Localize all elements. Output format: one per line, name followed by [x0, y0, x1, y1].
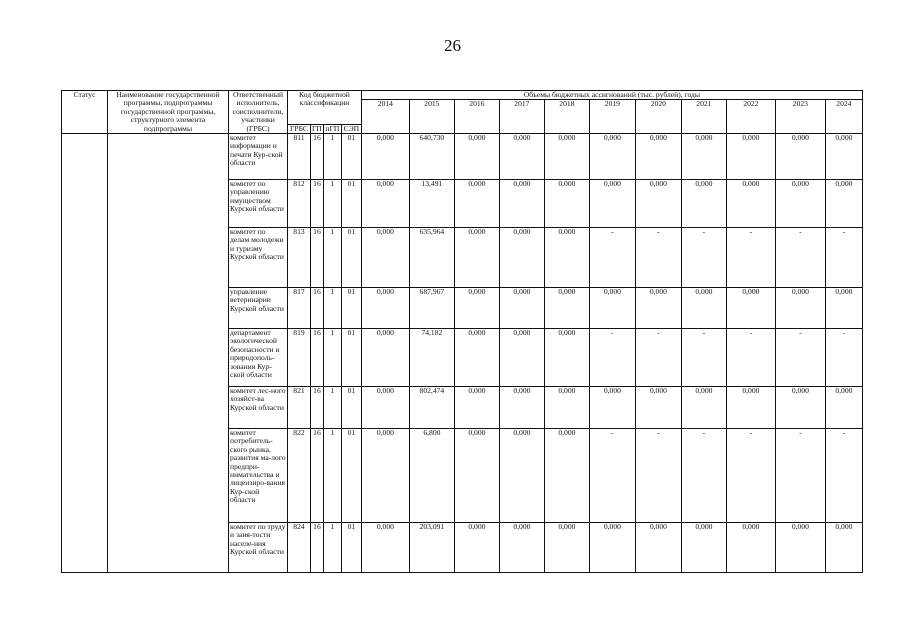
pgp-cell: 1 — [323, 429, 341, 523]
header-program-name: Наименование государственной программы, подпрограммы государственной программы, структурного элемента подпрограммы — [108, 91, 229, 134]
value-cell-2021: - — [681, 329, 726, 387]
value-cell-2022: 0,000 — [726, 288, 775, 329]
value-cell-2020: - — [635, 329, 681, 387]
value-cell-2015: 640,730 — [409, 134, 454, 180]
value-cell-2021: 0,000 — [681, 180, 726, 228]
pgp-cell: 1 — [323, 329, 341, 387]
value-cell-2020: - — [635, 228, 681, 288]
grbs-cell: 812 — [288, 180, 311, 228]
header-year-2023: 2023 — [775, 100, 825, 134]
sep-cell: 01 — [341, 134, 361, 180]
value-cell-2021: 0,000 — [681, 387, 726, 429]
value-cell-2024: 0,000 — [825, 523, 862, 573]
gp-cell: 16 — [311, 228, 324, 288]
grbs-cell: 811 — [288, 134, 311, 180]
value-cell-2021: - — [681, 429, 726, 523]
pgp-cell: 1 — [323, 228, 341, 288]
header-year-2024: 2024 — [825, 100, 862, 134]
executor-cell: департамент экологической безопасности и природополь-зования Кур-ской области — [229, 329, 288, 387]
value-cell-2023: - — [775, 228, 825, 288]
header-budget-code: Код бюджетной классификации — [288, 91, 362, 125]
value-cell-2021: 0,000 — [681, 288, 726, 329]
value-cell-2016: 0,000 — [454, 134, 499, 180]
header-volumes: Объемы бюджетных ассигнований (тыс. рублей), годы — [361, 91, 862, 100]
grbs-cell: 817 — [288, 288, 311, 329]
program-name-cell — [108, 134, 229, 573]
pgp-cell: 1 — [323, 288, 341, 329]
header-year-2017: 2017 — [499, 100, 544, 134]
value-cell-2022: - — [726, 329, 775, 387]
value-cell-2022: 0,000 — [726, 180, 775, 228]
value-cell-2015: 6,800 — [409, 429, 454, 523]
value-cell-2016: 0,000 — [454, 180, 499, 228]
header-status: Статус — [62, 91, 108, 134]
value-cell-2022: 0,000 — [726, 387, 775, 429]
value-cell-2023: 0,000 — [775, 523, 825, 573]
value-cell-2017: 0,000 — [499, 288, 544, 329]
gp-cell: 16 — [311, 134, 324, 180]
value-cell-2018: 0,000 — [544, 228, 589, 288]
header-code-pgp: пГП — [323, 124, 341, 133]
value-cell-2016: 0,000 — [454, 228, 499, 288]
gp-cell: 16 — [311, 180, 324, 228]
value-cell-2024: 0,000 — [825, 180, 862, 228]
value-cell-2022: 0,000 — [726, 523, 775, 573]
value-cell-2015: 203,091 — [409, 523, 454, 573]
sep-cell: 01 — [341, 228, 361, 288]
header-code-sep: СЭП — [341, 124, 361, 133]
value-cell-2020: 0,000 — [635, 523, 681, 573]
page-number: 26 — [444, 36, 461, 55]
table-row — [62, 134, 863, 180]
value-cell-2024: - — [825, 429, 862, 523]
value-cell-2024: - — [825, 228, 862, 288]
value-cell-2020: 0,000 — [635, 387, 681, 429]
value-cell-2023: 0,000 — [775, 180, 825, 228]
value-cell-2019: 0,000 — [589, 387, 635, 429]
grbs-cell: 822 — [288, 429, 311, 523]
value-cell-2016: 0,000 — [454, 429, 499, 523]
executor-cell: комитет информации и печати Кур-ской области — [229, 134, 288, 180]
value-cell-2024: 0,000 — [825, 288, 862, 329]
value-cell-2023: - — [775, 329, 825, 387]
value-cell-2021: 0,000 — [681, 134, 726, 180]
header-year-2019: 2019 — [589, 100, 635, 134]
header-year-2015: 2015 — [409, 100, 454, 134]
value-cell-2024: - — [825, 329, 862, 387]
gp-cell: 16 — [311, 429, 324, 523]
value-cell-2023: 0,000 — [775, 387, 825, 429]
header-year-2014: 2014 — [361, 100, 409, 134]
value-cell-2017: 0,000 — [499, 429, 544, 523]
value-cell-2016: 0,000 — [454, 523, 499, 573]
sep-cell: 01 — [341, 329, 361, 387]
header-year-2016: 2016 — [454, 100, 499, 134]
sep-cell: 01 — [341, 429, 361, 523]
value-cell-2021: - — [681, 228, 726, 288]
grbs-cell: 824 — [288, 523, 311, 573]
value-cell-2017: 0,000 — [499, 387, 544, 429]
value-cell-2024: 0,000 — [825, 387, 862, 429]
value-cell-2022: - — [726, 228, 775, 288]
value-cell-2017: 0,000 — [499, 180, 544, 228]
value-cell-2020: 0,000 — [635, 288, 681, 329]
gp-cell: 16 — [311, 288, 324, 329]
value-cell-2014: 0,000 — [361, 228, 409, 288]
value-cell-2019: - — [589, 329, 635, 387]
pgp-cell: 1 — [323, 180, 341, 228]
sep-cell: 01 — [341, 288, 361, 329]
executor-cell: управление ветеринарии Курской области — [229, 288, 288, 329]
value-cell-2019: 0,000 — [589, 180, 635, 228]
value-cell-2019: - — [589, 228, 635, 288]
header-year-2021: 2021 — [681, 100, 726, 134]
value-cell-2018: 0,000 — [544, 523, 589, 573]
value-cell-2018: 0,000 — [544, 429, 589, 523]
value-cell-2014: 0,000 — [361, 180, 409, 228]
header-executor: Ответственный исполнитель, соисполнители, участники (ГРБС) — [229, 91, 288, 134]
value-cell-2017: 0,000 — [499, 523, 544, 573]
value-cell-2014: 0,000 — [361, 288, 409, 329]
executor-cell: комитет по делам молодежи и туризму Курской области — [229, 228, 288, 288]
budget-table — [61, 90, 863, 573]
value-cell-2022: 0,000 — [726, 134, 775, 180]
sep-cell: 01 — [341, 523, 361, 573]
value-cell-2014: 0,000 — [361, 523, 409, 573]
gp-cell: 16 — [311, 329, 324, 387]
value-cell-2014: 0,000 — [361, 429, 409, 523]
value-cell-2019: 0,000 — [589, 288, 635, 329]
value-cell-2023: 0,000 — [775, 134, 825, 180]
value-cell-2022: - — [726, 429, 775, 523]
grbs-cell: 813 — [288, 228, 311, 288]
value-cell-2021: 0,000 — [681, 523, 726, 573]
value-cell-2017: 0,000 — [499, 329, 544, 387]
value-cell-2014: 0,000 — [361, 134, 409, 180]
gp-cell: 16 — [311, 523, 324, 573]
value-cell-2015: 74,182 — [409, 329, 454, 387]
value-cell-2019: - — [589, 429, 635, 523]
value-cell-2015: 635,964 — [409, 228, 454, 288]
header-year-2020: 2020 — [635, 100, 681, 134]
value-cell-2020: - — [635, 429, 681, 523]
value-cell-2023: - — [775, 429, 825, 523]
value-cell-2018: 0,000 — [544, 387, 589, 429]
value-cell-2018: 0,000 — [544, 329, 589, 387]
header-code-grbs: ГРБС — [288, 124, 311, 133]
value-cell-2019: 0,000 — [589, 523, 635, 573]
value-cell-2017: 0,000 — [499, 134, 544, 180]
executor-cell: комитет по труду и заня-тости населе-ния Курской области — [229, 523, 288, 573]
value-cell-2018: 0,000 — [544, 288, 589, 329]
header-year-2018: 2018 — [544, 100, 589, 134]
value-cell-2016: 0,000 — [454, 288, 499, 329]
header-year-2022: 2022 — [726, 100, 775, 134]
status-cell — [62, 134, 108, 573]
executor-cell: комитет по управлению имуществом Курской области — [229, 180, 288, 228]
value-cell-2020: 0,000 — [635, 180, 681, 228]
value-cell-2018: 0,000 — [544, 180, 589, 228]
pgp-cell: 1 — [323, 387, 341, 429]
header-code-gp: ГП — [312, 124, 322, 133]
executor-cell: комитет лес-ного хозяйст-ва Курской области — [229, 387, 288, 429]
header-row-top — [62, 91, 863, 100]
grbs-cell: 821 — [288, 387, 311, 429]
value-cell-2014: 0,000 — [361, 329, 409, 387]
pgp-cell: 1 — [323, 134, 341, 180]
value-cell-2016: 0,000 — [454, 387, 499, 429]
value-cell-2014: 0,000 — [361, 387, 409, 429]
value-cell-2016: 0,000 — [454, 329, 499, 387]
executor-cell: комитет потребитель-ского рынка, развития ма-лого предпри-нимательства и лицензиро-вания Кур-ской области — [229, 429, 288, 523]
value-cell-2015: 13,491 — [409, 180, 454, 228]
sep-cell: 01 — [341, 387, 361, 429]
value-cell-2024: 0,000 — [825, 134, 862, 180]
value-cell-2023: 0,000 — [775, 288, 825, 329]
value-cell-2018: 0,000 — [544, 134, 589, 180]
value-cell-2017: 0,000 — [499, 228, 544, 288]
pgp-cell: 1 — [323, 523, 341, 573]
gp-cell: 16 — [311, 387, 324, 429]
value-cell-2019: 0,000 — [589, 134, 635, 180]
sep-cell: 01 — [341, 180, 361, 228]
value-cell-2015: 687,967 — [409, 288, 454, 329]
value-cell-2020: 0,000 — [635, 134, 681, 180]
grbs-cell: 819 — [288, 329, 311, 387]
value-cell-2015: 802,474 — [409, 387, 454, 429]
